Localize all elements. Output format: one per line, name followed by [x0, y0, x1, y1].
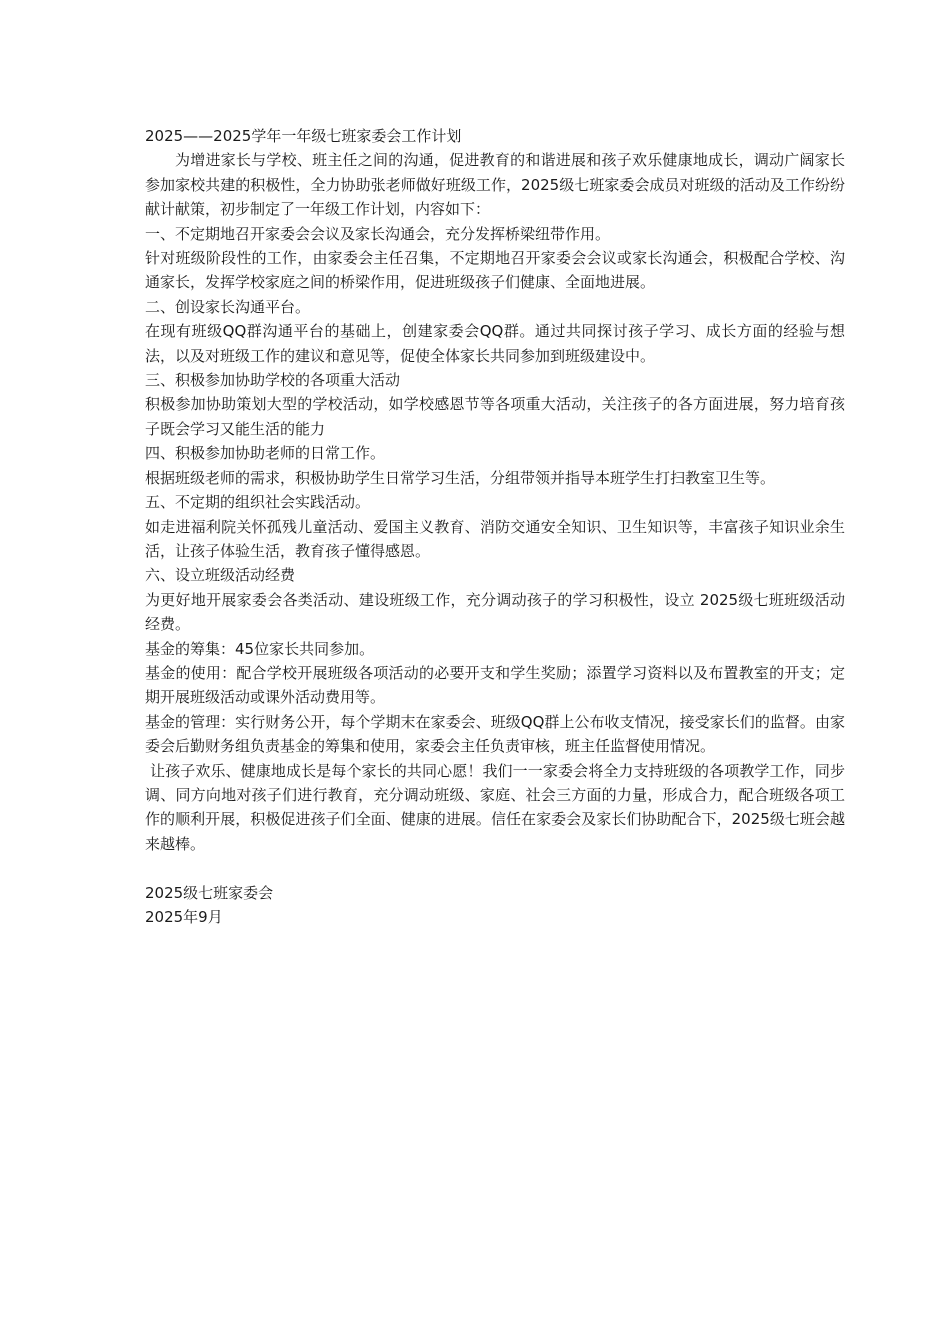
section-1-body: 针对班级阶段性的工作，由家委会主任召集，不定期地召开家委会会议或家长沟通会，积极配合学校、沟通家长，发挥学校家庭之间的桥梁作用，促进班级孩子们健康、全面地进展。 [145, 249, 845, 292]
closing-paragraph: 让孩子欢乐、健康地成长是每个家长的共同心愿！我们一一家委会将全力支持班级的各项教学工作，同步调、同方向地对孩子们进行教育，充分调动班级、家庭、社会三方面的力量，形成合力，配合班级各项工作的顺利开展，积极促进孩子们全面、健康的进展。信任在家委会及家长们协助配合下，2025级七班会越来越棒。 [145, 761, 845, 853]
section-3-body: 积极参加协助策划大型的学校活动，如学校感恩节等各项重大活动，关注孩子的各方面进展，努力培育孩子既会学习又能生活的能力 [145, 395, 845, 438]
section-6-heading: 六、设立班级活动经费 [145, 566, 296, 585]
signature: 2025级七班家委会 [145, 883, 274, 902]
section-2-heading: 二、创设家长沟通平台。 [145, 297, 311, 316]
section-2-body: 在现有班级QQ群沟通平台的基础上，创建家委会QQ群。通过共同探讨孩子学习、成长方面的经验与想法，以及对班级工作的建议和意见等，促使全体家长共同参加到班级建设中。 [145, 322, 845, 365]
fund-usage: 基金的使用：配合学校开展班级各项活动的必要开支和学生奖励；添置学习资料以及布置教室的开支；定期开展班级活动或课外活动费用等。 [145, 663, 845, 707]
document-page [145, 124, 845, 929]
section-5-heading: 五、不定期的组织社会实践活动。 [145, 493, 371, 512]
document-title: 2025——2025学年一年级七班家委会工作计划 [145, 127, 462, 145]
section-4-body: 根据班级老师的需求，积极协助学生日常学习生活，分组带领并指导本班学生打扫教室卫生等。 [145, 468, 776, 487]
fund-management: 基金的管理：实行财务公开，每个学期末在家委会、班级QQ群上公布收支情况，接受家长们的监督。由家委会后勤财务组负责基金的筹集和使用，家委会主任负责审核，班主任监督使用情况。 [145, 712, 845, 756]
intro-paragraph: 为增进家长与学校、班主任之间的沟通，促进教育的和谐进展和孩子欢乐健康地成长，调动广阔家长参加家校共建的积极性，全力协助张老师做好班级工作，2025级七班家委会成员对班级的活动及工作纷纷献计献策，初步制定了一年级工作计划，内容如下： [145, 151, 845, 219]
document-date: 2025年9月 [145, 907, 223, 926]
section-5-body: 如走进福利院关怀孤残儿童活动、爱国主义教育、消防交通安全知识、卫生知识等，丰富孩子知识业余生活，让孩子体验生活，教育孩子懂得感恩。 [145, 517, 845, 560]
fund-raising: 基金的筹集：45位家长共同参加。 [145, 639, 375, 658]
section-1-heading: 一、不定期地召开家委会会议及家长沟通会，充分发挥桥梁纽带作用。 [145, 224, 611, 243]
section-4-heading: 四、积极参加协助老师的日常工作。 [145, 444, 386, 463]
section-6-body: 为更好地开展家委会各类活动、建设班级工作，充分调动孩子的学习积极性，设立 2025级七班班级活动经费。 [145, 590, 845, 634]
section-3-heading: 三、积极参加协助学校的各项重大活动 [145, 371, 401, 390]
blank-line [145, 856, 845, 880]
